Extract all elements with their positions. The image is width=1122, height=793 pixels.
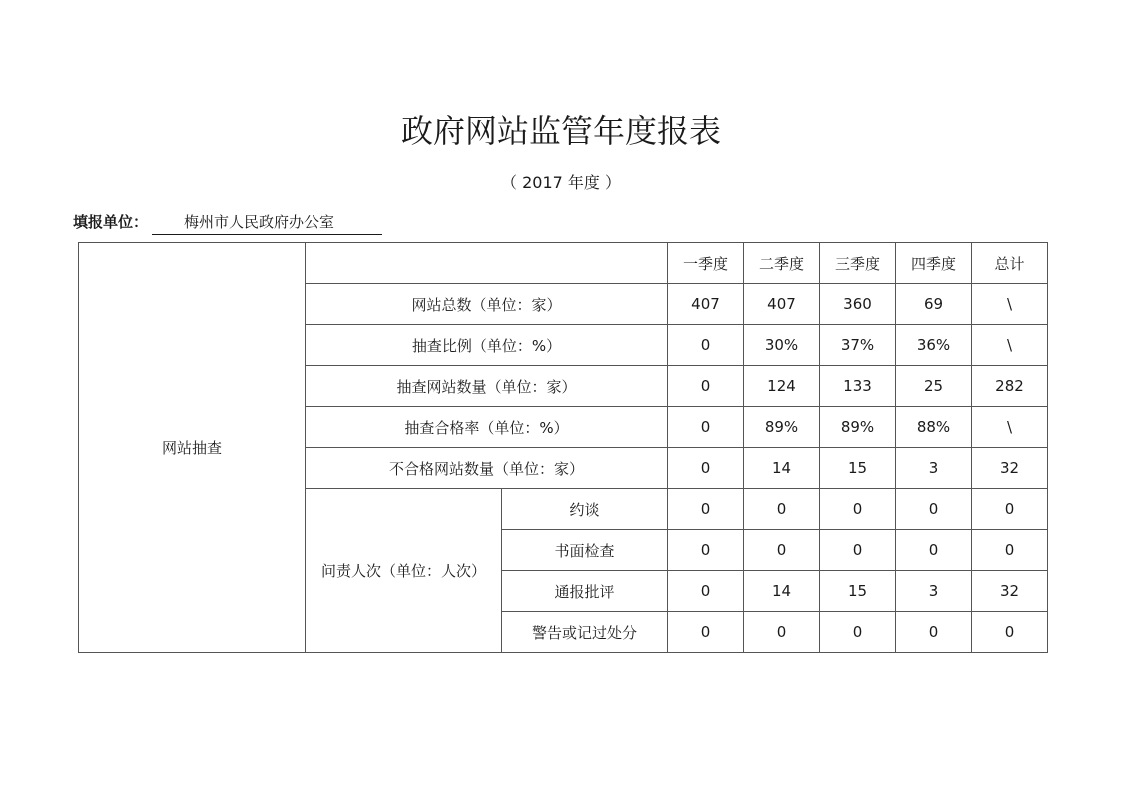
cell-q3: 0 [820,530,896,571]
cell-q2: 14 [744,571,820,612]
cell-total: 32 [972,448,1048,489]
cell-q1: 407 [668,284,744,325]
cell-q3: 0 [820,612,896,653]
report-year: （ 2017 年度 ） [501,173,621,192]
header-total: 总计 [972,243,1048,284]
header-blank-cell [306,243,668,284]
cell-q1: 0 [668,325,744,366]
row-label: 书面检查 [502,530,668,571]
cell-q4: 0 [896,530,972,571]
report-title: 政府网站监管年度报表 [400,112,721,150]
cell-q3: 15 [820,571,896,612]
reporting-unit-label: 填报单位： [73,213,149,231]
header-q4: 四季度 [896,243,972,284]
cell-total: 0 [972,530,1048,571]
row-label: 约谈 [502,489,668,530]
header-q3: 三季度 [820,243,896,284]
cell-q3: 37% [820,325,896,366]
cell-q3: 89% [820,407,896,448]
reporting-unit [73,211,382,235]
cell-total: 282 [972,366,1048,407]
row-label: 警告或记过处分 [502,612,668,653]
cell-q4: 36% [896,325,972,366]
row-label: 通报批评 [502,571,668,612]
row-label: 抽查网站数量（单位：家） [306,366,668,407]
cell-q1: 0 [668,571,744,612]
cell-q2: 124 [744,366,820,407]
cell-q4: 88% [896,407,972,448]
cell-total: 0 [972,489,1048,530]
cell-total: \ [972,407,1048,448]
cell-q4: 69 [896,284,972,325]
cell-q3: 15 [820,448,896,489]
cell-q1: 0 [668,407,744,448]
cell-q3: 360 [820,284,896,325]
cell-total: 32 [972,571,1048,612]
header-q2: 二季度 [744,243,820,284]
cell-q4: 25 [896,366,972,407]
section-label-cell: 网站抽查 [79,243,306,653]
cell-q1: 0 [668,530,744,571]
cell-q2: 407 [744,284,820,325]
cell-q2: 89% [744,407,820,448]
report-table [78,242,1048,653]
reporting-unit-value: 梅州市人民政府办公室 [152,211,382,235]
cell-q2: 14 [744,448,820,489]
cell-q2: 0 [744,530,820,571]
cell-q1: 0 [668,366,744,407]
cell-q2: 0 [744,489,820,530]
cell-q4: 0 [896,489,972,530]
cell-q4: 3 [896,571,972,612]
cell-q3: 0 [820,489,896,530]
row-label: 网站总数（单位：家） [306,284,668,325]
cell-q1: 0 [668,448,744,489]
accountability-label-cell: 问责人次（单位：人次） [306,489,502,653]
cell-q4: 0 [896,612,972,653]
row-label: 不合格网站数量（单位：家） [306,448,668,489]
header-row [79,243,1048,284]
cell-q2: 0 [744,612,820,653]
row-label: 抽查合格率（单位：%） [306,407,668,448]
cell-q4: 3 [896,448,972,489]
cell-q2: 30% [744,325,820,366]
cell-total: \ [972,325,1048,366]
cell-total: 0 [972,612,1048,653]
cell-q1: 0 [668,612,744,653]
cell-q1: 0 [668,489,744,530]
header-q1: 一季度 [668,243,744,284]
cell-q3: 133 [820,366,896,407]
row-label: 抽查比例（单位：%） [306,325,668,366]
cell-total: \ [972,284,1048,325]
